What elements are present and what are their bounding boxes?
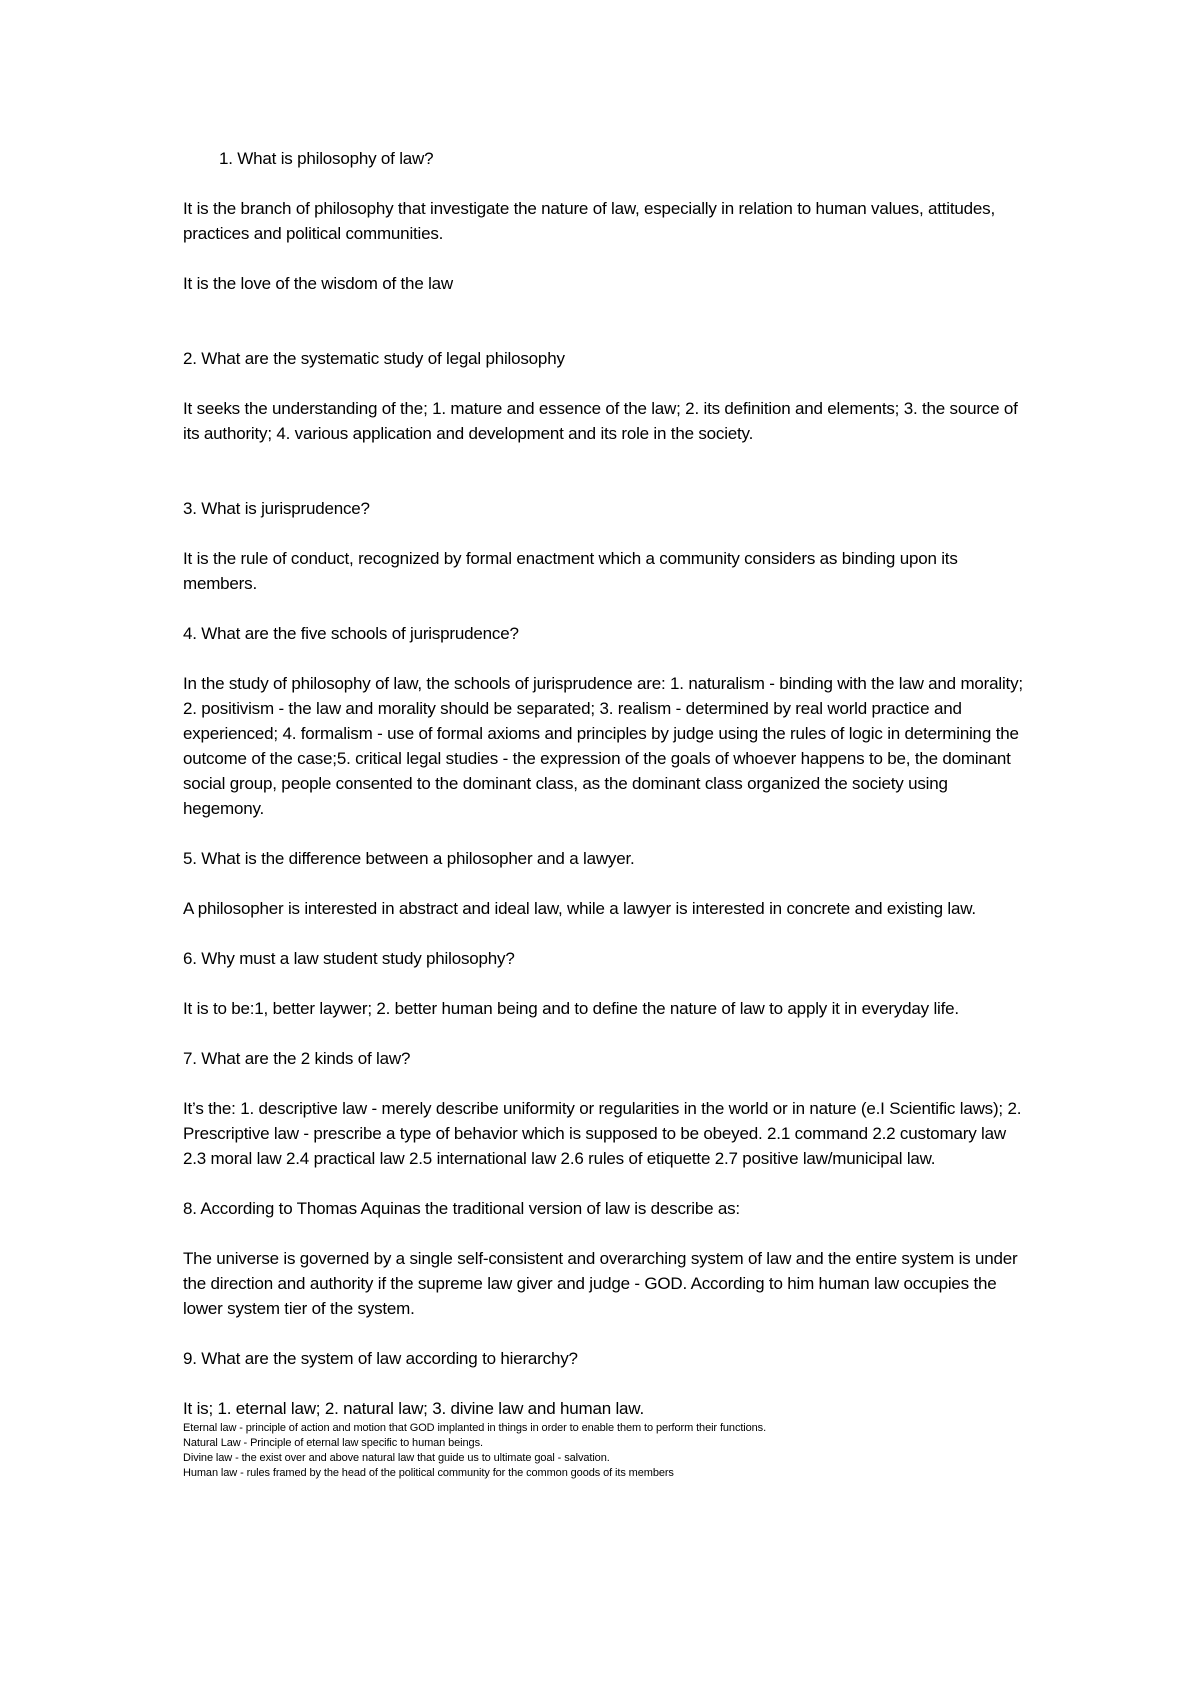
answer-7: It’s the: 1. descriptive law - merely describe uniformity or regularities in the world or in nature (e.I Scientific laws); 2. Prescriptive law - prescribe a type of behavior which is supposed to be obeyed. 2.1 command 2.2 customary law 2.3 moral law 2.4 practical law 2.5 international law 2.6 rules of etiquette 2.7 positive law/municipal law. [183,1099,1022,1168]
answer-1-paragraph-2: It is the love of the wisdom of the law [183,274,454,293]
question-2: 2. What are the systematic study of legal philosophy [183,349,565,368]
question-4: 4. What are the five schools of jurisprudence? [183,624,519,643]
document-body [183,146,1033,1481]
answer-2: It seeks the understanding of the; 1. mature and essence of the law; 2. its definition and elements; 3. the source of its authority; 4. various application and development and its role in the society. [183,399,1018,443]
question-3: 3. What is jurisprudence? [183,499,370,518]
note-eternal-law: Eternal law - principle of action and motion that GOD implanted in things in order to enable them to perform their functions. [183,1422,767,1434]
question-1: 1. What is philosophy of law? [219,149,434,168]
note-natural-law: Natural Law - Principle of eternal law specific to human beings. [183,1437,483,1449]
answer-3: It is the rule of conduct, recognized by formal enactment which a community considers as binding upon its members. [183,549,958,593]
note-human-law: Human law - rules framed by the head of the political community for the common goods of its members [183,1467,674,1479]
question-6: 6. Why must a law student study philosophy? [183,949,515,968]
question-5: 5. What is the difference between a philosopher and a lawyer. [183,849,635,868]
answer-1-paragraph-1: It is the branch of philosophy that investigate the nature of law, especially in relation to human values, attitudes, practices and political communities. [183,199,995,243]
note-divine-law: Divine law - the exist over and above natural law that guide us to ultimate goal - salvation. [183,1452,610,1464]
answer-4: In the study of philosophy of law, the schools of jurisprudence are: 1. naturalism - binding with the law and morality; 2. positivism - the law and morality should be separated; 3. realism - determined by real world practice and experienced; 4. formalism - use of formal axioms and principles by judge using the rules of logic in determining the outcome of the case;5. critical legal studies - the expression of the goals of whoever happens to be, the dominant social group, people consented to the dominant class, as the dominant class organized the society using hegemony. [183,674,1023,818]
answer-9: It is; 1. eternal law; 2. natural law; 3. divine law and human law. [183,1399,644,1418]
question-8: 8. According to Thomas Aquinas the traditional version of law is describe as: [183,1199,740,1218]
law-definitions [183,1421,1033,1481]
answer-5: A philosopher is interested in abstract and ideal law, while a lawyer is interested in concrete and existing law. [183,899,976,918]
answer-8: The universe is governed by a single self-consistent and overarching system of law and the entire system is under the direction and authority if the supreme law giver and judge - GOD. According to him human law occupies the lower system tier of the system. [183,1249,1018,1318]
question-9: 9. What are the system of law according to hierarchy? [183,1349,578,1368]
answer-6: It is to be:1, better laywer; 2. better human being and to define the nature of law to apply it in everyday life. [183,999,959,1018]
question-7: 7. What are the 2 kinds of law? [183,1049,411,1068]
